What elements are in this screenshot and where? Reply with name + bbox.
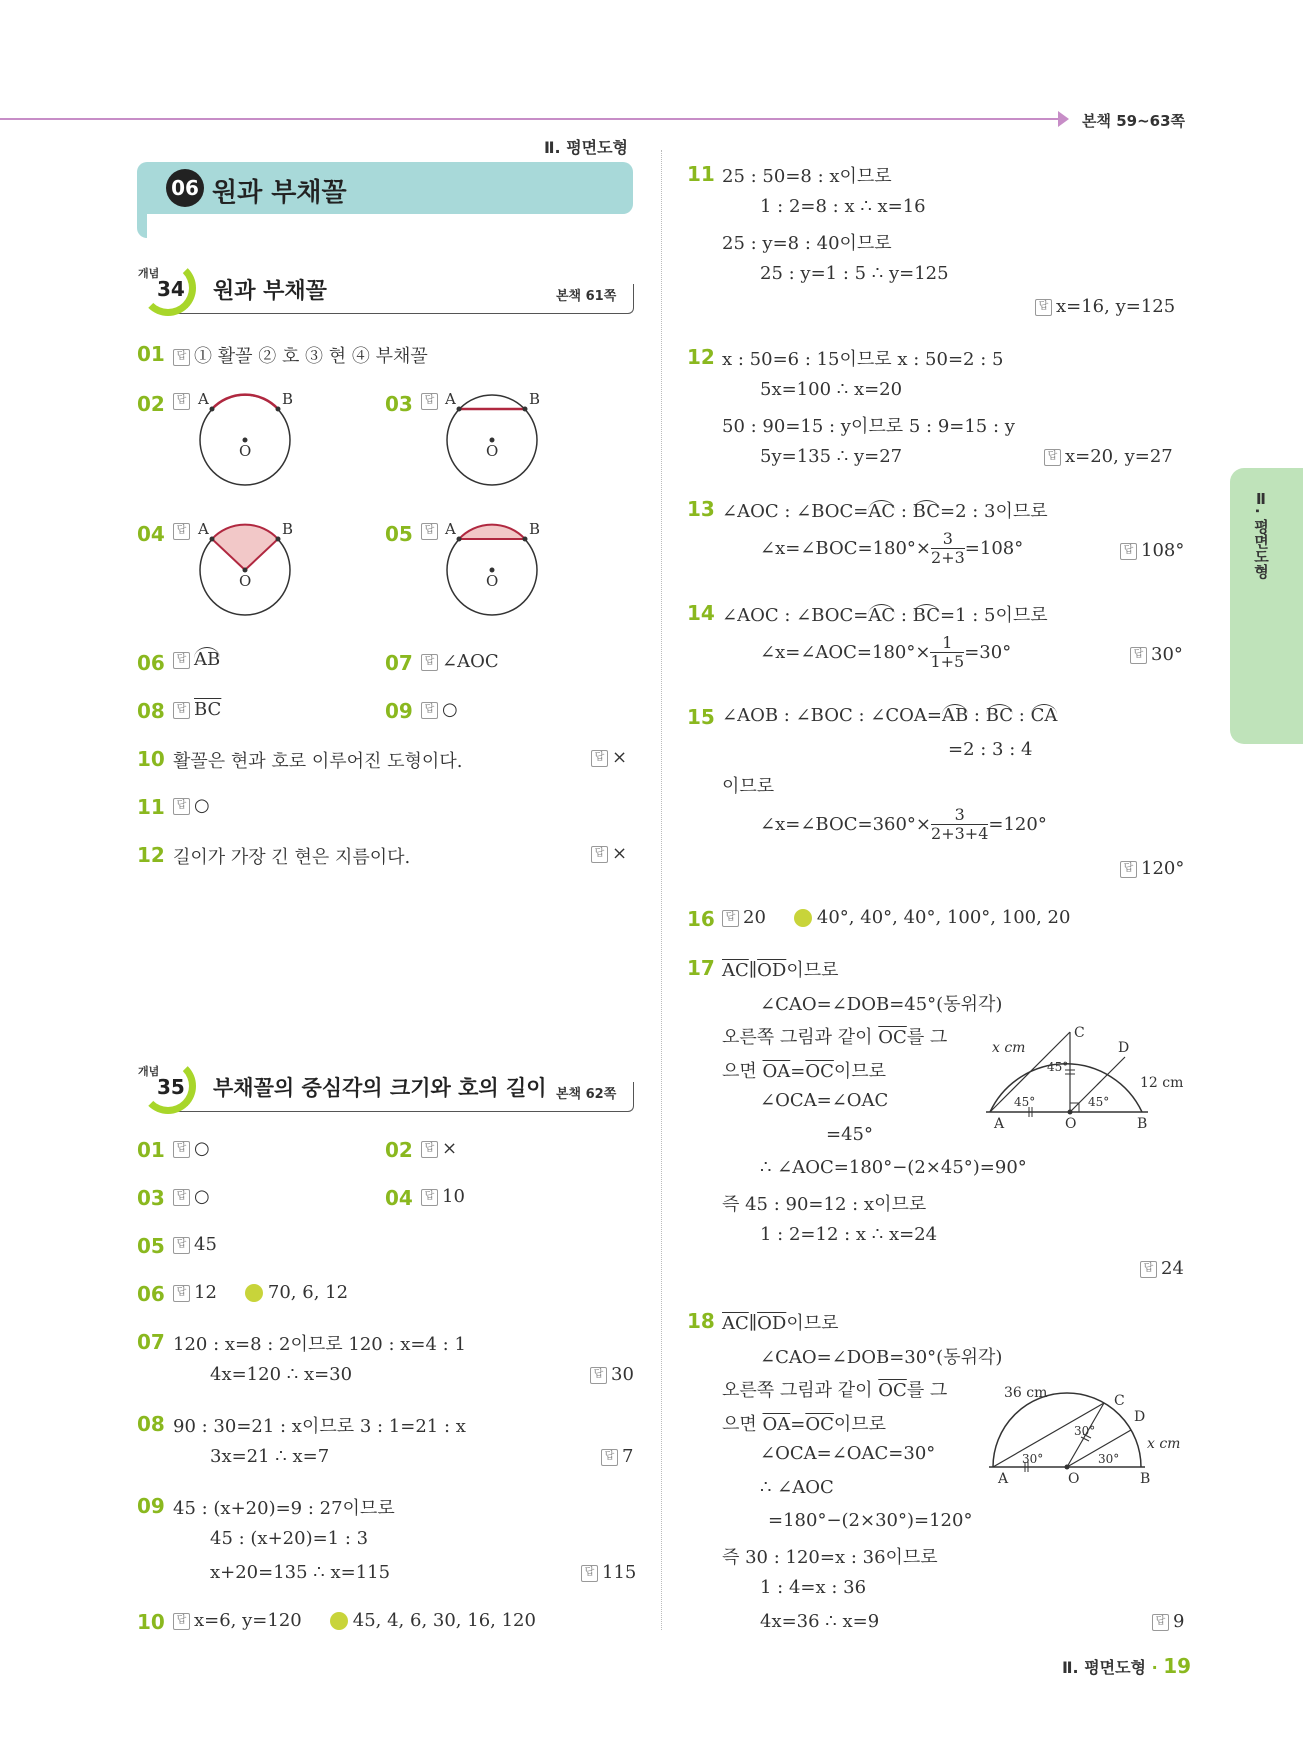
answer-mark-icon: 답 <box>173 1613 190 1630</box>
r-11-line1: 25 : 50=8 : x이므로 <box>722 166 892 187</box>
r-16-num: 16 <box>687 907 715 931</box>
header-arrow-icon <box>1058 111 1069 127</box>
answer-mark-icon: 답 <box>1120 543 1137 560</box>
q34-08-num: 08 <box>137 699 165 723</box>
r-18-fig-len: 36 cm <box>1004 1385 1048 1401</box>
side-tab-label: Ⅱ. 평면도형 <box>1252 490 1270 579</box>
q35-06-answer: 답 12 70, 6, 12 <box>173 1282 348 1303</box>
q34-01-answer: 답 ① 활꼴 ② 호 ③ 현 ④ 부채꼴 <box>173 342 428 368</box>
r-12-line1: x : 50=6 : 15이므로 x : 50=2 : 5 <box>722 349 1004 370</box>
q34-12-answer: 답 × <box>591 843 627 864</box>
r-17-line5: ∠OCA=∠OAC <box>760 1090 889 1111</box>
r-13-num: 13 <box>687 497 715 521</box>
answer-mark-icon: 답 <box>601 1449 618 1466</box>
q34-06-num: 06 <box>137 651 165 675</box>
r-18-line5: ∠OCA=∠OAC=30° <box>760 1443 936 1464</box>
q34-01-num: 01 <box>137 342 165 366</box>
arc-ab: AB <box>194 649 221 670</box>
q34-09-num: 09 <box>385 699 413 723</box>
answer-mark-icon: 답 <box>1120 861 1137 878</box>
r-17-line4: 으면 $\overline{OA}=\overline{OC}$이므로 <box>722 1061 887 1082</box>
q34-04-point-b: B <box>282 520 294 538</box>
q34-02-num: 02 <box>137 392 165 416</box>
q35-06-num: 06 <box>137 1282 165 1306</box>
r-17-fig-b: B <box>1137 1116 1148 1132</box>
q34-03-num: 03 <box>385 392 413 416</box>
page-number: 19 <box>1163 1654 1192 1678</box>
r-17-line6: =45° <box>826 1124 873 1145</box>
q35-02-answer: 답 × <box>421 1138 457 1159</box>
q34-10-answer: 답 × <box>591 747 627 768</box>
r-17-line8: 즉 45 : 90=12 : x이므로 <box>722 1194 927 1215</box>
answer-mark-icon: 답 <box>173 1285 190 1302</box>
q34-09-answer: 답 ○ <box>421 699 458 720</box>
arc-bc: BC <box>912 501 941 522</box>
r-18-num: 18 <box>687 1309 715 1333</box>
r-18-answer: 답 9 <box>1152 1611 1184 1632</box>
answer-mark-icon: 답 <box>591 846 608 863</box>
r-17-num: 17 <box>687 956 715 980</box>
concept35-ref: 본책 62쪽 <box>556 1087 617 1102</box>
concept35-number: 35 <box>157 1075 185 1099</box>
r-17-line2: ∠CAO=∠DOB=45°(동위각) <box>760 994 1003 1015</box>
q34-05-point-a: A <box>445 520 456 538</box>
q35-05-num: 05 <box>137 1234 165 1258</box>
answer-mark-icon: 답 <box>421 654 438 671</box>
q34-06-answer <box>173 649 220 670</box>
r-17-fig-ang3: 45° <box>1088 1095 1110 1109</box>
concept35-label: 개념 <box>138 1065 160 1078</box>
q34-02-point-o: O <box>239 442 252 460</box>
r-18-line6: ∴ ∠AOC <box>760 1477 834 1498</box>
r-17-fig-ang2: 45° <box>1014 1095 1036 1109</box>
r-17-line3: 오른쪽 그림과 같이 $\overline{OC}$를 그 <box>722 1027 948 1048</box>
r-12-num: 12 <box>687 345 715 369</box>
answer-mark-icon: 답 <box>173 798 190 815</box>
q35-07-line2: 4x=120 ∴ x=30 <box>210 1364 353 1385</box>
q35-08-line2: 3x=21 ∴ x=7 <box>210 1446 330 1467</box>
q34-04-num: 04 <box>137 522 165 546</box>
answer-mark-icon: 답 <box>722 910 739 927</box>
r-13-line1: ∠AOC : ∠BOC=AC : BC=2 : 3이므로 <box>722 501 1048 522</box>
arc-ac: AC <box>868 605 896 626</box>
answer-mark-icon: 답 <box>1035 299 1052 316</box>
r-18-line3: 오른쪽 그림과 같이 $\overline{OC}$를 그 <box>722 1380 948 1401</box>
q35-09-line2: 45 : (x+20)=1 : 3 <box>210 1528 369 1549</box>
r-11-num: 11 <box>687 162 715 186</box>
answer-mark-icon: 답 <box>581 1565 598 1582</box>
r-15-line3: 이므로 <box>722 776 775 797</box>
pencil-icon <box>330 1612 348 1630</box>
q34-12-num: 12 <box>137 843 165 867</box>
q34-03-point-o: O <box>486 442 499 460</box>
r-18-line1: $\overline{AC}\parallel\overline{OD}$이므로 <box>722 1313 839 1334</box>
q35-07-line1: 120 : x=8 : 2이므로 120 : x=4 : 1 <box>173 1334 466 1355</box>
q34-07-answer: 답 ∠AOC <box>421 651 499 672</box>
r-12-line2: 5x=100 ∴ x=20 <box>760 379 903 400</box>
r-15-answer: 답 120° <box>1120 858 1184 879</box>
q34-08-answer: 답 $\overline{BC}$ <box>173 699 221 720</box>
concept34-label: 개념 <box>138 267 160 280</box>
r-15-line1: ∠AOB : ∠BOC : ∠COA=AB : BC : CA <box>722 705 1058 726</box>
column-divider <box>661 150 662 1630</box>
r-18-fig-o: O <box>1068 1471 1080 1487</box>
answer-mark-icon: 답 <box>591 750 608 767</box>
arc-ab: AB <box>941 705 969 726</box>
r-13-line2: ∠x=∠BOC=180°× $\frac{3}{2+3}$ =108° <box>760 529 1024 567</box>
q34-07-num: 07 <box>385 651 413 675</box>
q35-09-line3: x+20=135 ∴ x=115 <box>210 1562 391 1583</box>
arc-bc: BC <box>912 605 941 626</box>
q35-09-answer: 답 115 <box>581 1562 636 1583</box>
r-18-fig-b: B <box>1140 1471 1151 1487</box>
r-11-answer: 답 x=16, y=125 <box>1035 296 1175 317</box>
r-18-fig-a: A <box>998 1471 1009 1487</box>
r-18-line2: ∠CAO=∠DOB=30°(동위각) <box>760 1347 1003 1368</box>
q35-09-line1: 45 : (x+20)=9 : 27이므로 <box>173 1498 395 1519</box>
answer-mark-icon: 답 <box>421 702 438 719</box>
r-17-fig-c: C <box>1074 1025 1085 1041</box>
r-14-line1: ∠AOC : ∠BOC=AC : BC=1 : 5이므로 <box>722 605 1048 626</box>
footer <box>1062 1654 1191 1678</box>
r-18-line4: 으면 $\overline{OA}=\overline{OC}$이므로 <box>722 1414 887 1435</box>
answer-mark-icon: 답 <box>421 1141 438 1158</box>
r-11-line4: 25 : y=1 : 5 ∴ y=125 <box>760 263 949 284</box>
footer-sep: · <box>1151 1658 1158 1677</box>
concept34-number: 34 <box>157 277 185 301</box>
answer-mark-icon: 답 <box>173 1141 190 1158</box>
answer-mark-icon: 답 <box>173 523 190 540</box>
section-number-badge: 06 <box>166 169 204 207</box>
q35-01-answer: 답 ○ <box>173 1138 210 1159</box>
r-15-line4: ∠x=∠BOC=360°× $\frac{3}{2+3+4}$ =120° <box>760 805 1047 843</box>
r-17-fig-ang1: 45° <box>1047 1060 1069 1074</box>
r-14-line2: ∠x=∠AOC=180°× $\frac{1}{1+5}$ =30° <box>760 633 1012 671</box>
q34-10-num: 10 <box>137 747 165 771</box>
q34-05-num: 05 <box>385 522 413 546</box>
pencil-icon <box>245 1284 263 1302</box>
answer-mark-icon: 답 <box>173 349 190 366</box>
r-17-fig-d: D <box>1118 1040 1130 1056</box>
r-17-fig-x: x cm <box>992 1040 1026 1056</box>
r-12-line3: 50 : 90=15 : y이므로 5 : 9=15 : y <box>722 416 1015 437</box>
r-17-line1: $\overline{AC}\parallel\overline{OD}$이므로 <box>722 960 839 981</box>
r-18-line8: 즉 30 : 120=x : 36이므로 <box>722 1547 938 1568</box>
answer-mark-icon: 답 <box>1140 1261 1157 1278</box>
q35-08-answer: 답 7 <box>601 1446 633 1467</box>
r-16-answer: 답 20 40°, 40°, 40°, 100°, 100, 20 <box>722 907 1070 928</box>
q34-05-point-b: B <box>529 520 541 538</box>
q34-04-point-a: A <box>198 520 209 538</box>
answer-mark-icon: 답 <box>590 1367 607 1384</box>
concept34-title: 원과 부채꼴 <box>213 279 327 304</box>
q35-01-num: 01 <box>137 1138 165 1162</box>
q34-04-point-o: O <box>239 572 252 590</box>
concept34-ref: 본책 61쪽 <box>556 289 617 304</box>
footer-chapter: Ⅱ. 평면도형 <box>1062 1658 1147 1677</box>
answer-mark-icon: 답 <box>173 1189 190 1206</box>
q34-11-answer: 답 ○ <box>173 795 210 816</box>
q35-04-num: 04 <box>385 1186 413 1210</box>
r-17-answer: 답 24 <box>1140 1258 1184 1279</box>
q34-03-point-a: A <box>445 390 456 408</box>
r-18-fig-ang1: 30° <box>1074 1424 1096 1438</box>
r-17-fig-a: A <box>994 1116 1005 1132</box>
q35-04-answer: 답 10 <box>421 1186 465 1207</box>
r-17-fig-len: 12 cm <box>1140 1075 1184 1091</box>
q35-07-answer: 답 30 <box>590 1364 634 1385</box>
answer-mark-icon: 답 <box>421 1189 438 1206</box>
q35-03-answer: 답 ○ <box>173 1186 210 1207</box>
r-18-fig-x: x cm <box>1147 1436 1181 1452</box>
q34-02-point-a: A <box>198 390 209 408</box>
r-17-fig-o: O <box>1065 1116 1077 1132</box>
q34-10-text: 활꼴은 현과 호로 이루어진 도형이다. <box>173 751 463 772</box>
arc-ac: AC <box>868 501 896 522</box>
r-15-line2: =2 : 3 : 4 <box>948 739 1033 760</box>
r-18-fig-ang2: 30° <box>1022 1452 1044 1466</box>
answer-mark-icon: 답 <box>173 702 190 719</box>
q35-09-num: 09 <box>137 1494 165 1518</box>
answer-mark-icon: 답 <box>173 652 190 669</box>
r-18-fig-c: C <box>1114 1393 1125 1409</box>
q34-03-point-b: B <box>529 390 541 408</box>
q35-02-num: 02 <box>385 1138 413 1162</box>
r-12-line4: 5y=135 ∴ y=27 <box>760 446 903 467</box>
q34-02-point-b: B <box>282 390 294 408</box>
q35-08-num: 08 <box>137 1412 165 1436</box>
arc-ca: CA <box>1030 705 1058 726</box>
q35-08-line1: 90 : 30=21 : x이므로 3 : 1=21 : x <box>173 1416 466 1437</box>
q35-07-num: 07 <box>137 1330 165 1354</box>
q34-05-point-o: O <box>486 572 499 590</box>
section-title: 원과 부채꼴 <box>212 178 347 208</box>
r-17-line9: 1 : 2=12 : x ∴ x=24 <box>760 1224 938 1245</box>
r-14-num: 14 <box>687 601 715 625</box>
q35-05-answer: 답 45 <box>173 1234 217 1255</box>
answer-mark-icon: 답 <box>173 393 190 410</box>
r-13-answer: 답 108° <box>1120 540 1184 561</box>
fraction: $\frac{3}{2+3+4}$ <box>931 805 989 843</box>
r-18-line10: 4x=36 ∴ x=9 <box>760 1611 880 1632</box>
r-11-line3: 25 : y=8 : 40이므로 <box>722 233 892 254</box>
answer-mark-icon: 답 <box>421 393 438 410</box>
fraction: $\frac{1}{1+5}$ <box>930 633 965 671</box>
arc-bc: BC <box>985 705 1014 726</box>
q35-10-num: 10 <box>137 1610 165 1634</box>
answer-mark-icon: 답 <box>1152 1614 1169 1631</box>
r-18-line9: 1 : 4=x : 36 <box>760 1577 867 1598</box>
r-14-answer: 답 30° <box>1130 644 1183 665</box>
fraction: $\frac{3}{2+3}$ <box>931 529 965 567</box>
r-17-line7: ∴ ∠AOC=180°−(2×45°)=90° <box>760 1157 1027 1178</box>
section-banner-tail <box>137 210 147 238</box>
q35-10-answer: 답 x=6, y=120 45, 4, 6, 30, 16, 120 <box>173 1610 536 1631</box>
r-11-line2: 1 : 2=8 : x ∴ x=16 <box>760 196 926 217</box>
chapter-label: Ⅱ. 평면도형 <box>544 138 629 157</box>
header-rule <box>0 118 1058 120</box>
header-book-ref: 본책 59~63쪽 <box>1082 112 1186 130</box>
answer-mark-icon: 답 <box>421 523 438 540</box>
r-18-line7: =180°−(2×30°)=120° <box>768 1510 973 1531</box>
answer-mark-icon: 답 <box>1044 449 1061 466</box>
concept35-title: 부채꼴의 중심각의 크기와 호의 길이 <box>213 1076 547 1100</box>
q34-12-text: 길이가 가장 긴 현은 지름이다. <box>173 847 411 868</box>
r-12-answer: 답 x=20, y=27 <box>1044 446 1173 467</box>
q35-03-num: 03 <box>137 1186 165 1210</box>
r-18-fig-d: D <box>1134 1409 1146 1425</box>
r-18-fig-ang3: 30° <box>1098 1452 1120 1466</box>
answer-mark-icon: 답 <box>173 1237 190 1254</box>
r-15-num: 15 <box>687 705 715 729</box>
q34-11-num: 11 <box>137 795 165 819</box>
pencil-icon <box>794 909 812 927</box>
answer-mark-icon: 답 <box>1130 647 1147 664</box>
